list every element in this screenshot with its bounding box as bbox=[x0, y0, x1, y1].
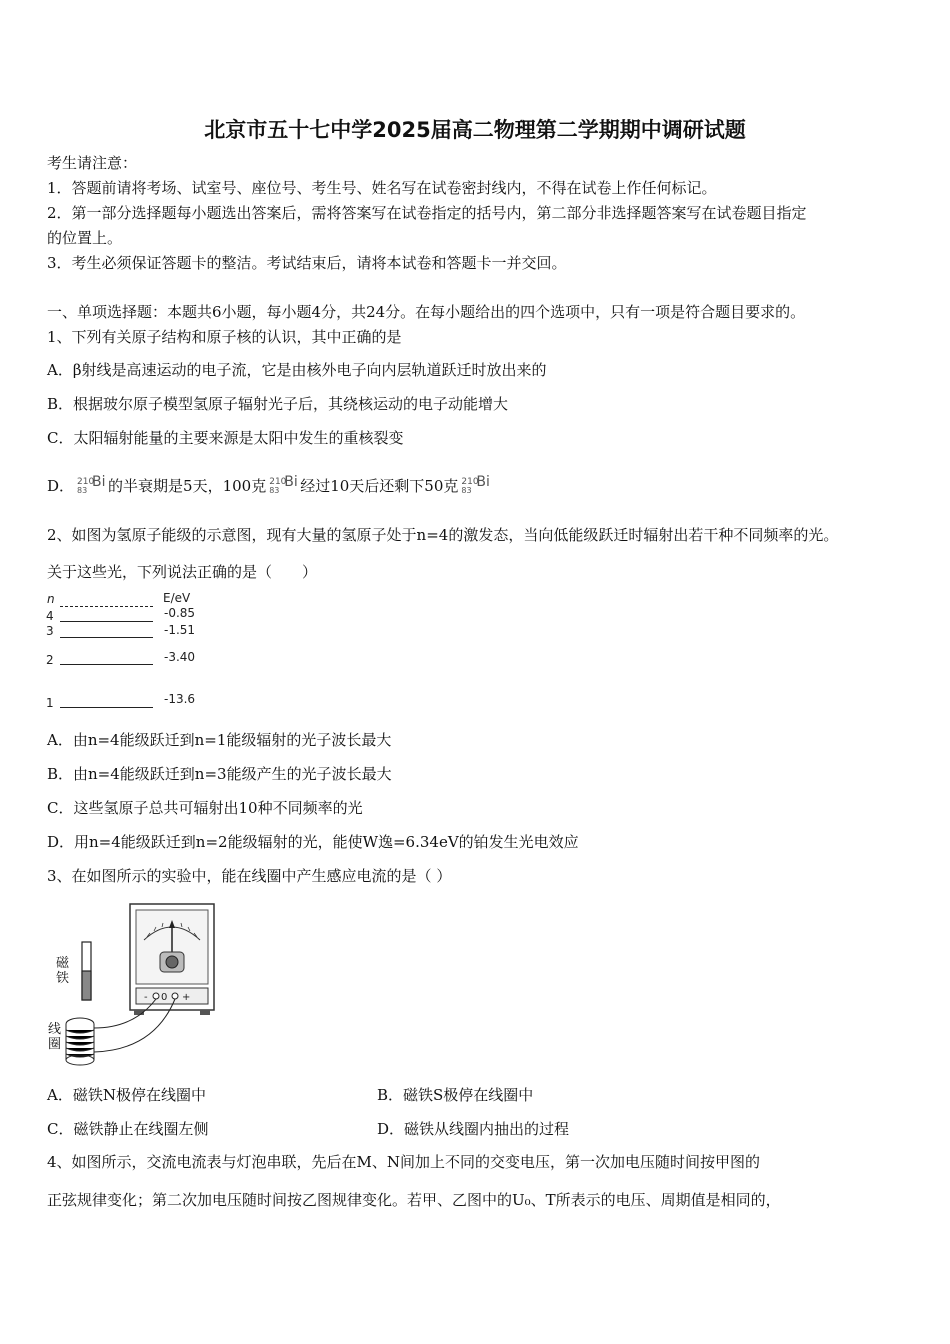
energy-level-line bbox=[60, 707, 153, 708]
iso-atomic: 83 bbox=[461, 486, 472, 495]
iso-mass: 210 bbox=[461, 477, 479, 487]
notice-item-2-cont: 的位置上。 bbox=[47, 229, 123, 247]
energy-value: -0.85 bbox=[164, 606, 196, 620]
iso-symbol: Bi bbox=[92, 474, 106, 490]
q2-option-c: C．这些氢原子总共可辐射出10种不同频率的光 bbox=[47, 799, 363, 817]
coil-label: 线圈 bbox=[48, 1022, 62, 1052]
iso-symbol: Bi bbox=[476, 474, 490, 490]
energy-value: -1.51 bbox=[164, 623, 196, 637]
q3-option-d: D．磁铁从线圈内抽出的过程 bbox=[377, 1120, 570, 1138]
q2-stem: 2、如图为氢原子能级的示意图，现有大量的氢原子处于n=4的激发态，当向低能级跃迁时辐射出若干种不同频率的光。 bbox=[47, 526, 839, 544]
q3-option-a: A．磁铁N极停在线圈中 bbox=[47, 1086, 206, 1104]
terminal-plus: + bbox=[182, 992, 191, 1003]
q3-stem: 3、在如图所示的实验中，能在线圈中产生感应电流的是（ ） bbox=[47, 867, 452, 885]
level-number: 1 bbox=[46, 696, 54, 710]
iso-symbol: Bi bbox=[284, 474, 298, 490]
n-axis-label: n bbox=[47, 592, 55, 606]
energy-level-line bbox=[60, 637, 153, 638]
q1-option-c: C．太阳辐射能量的主要来源是太阳中发生的重核裂变 bbox=[47, 429, 404, 447]
q1-option-a: A．β射线是高速运动的电子流，它是由核外电子向内层轨道跃迁时放出来的 bbox=[47, 361, 547, 379]
bi210-isotope bbox=[266, 476, 300, 496]
galvanometer-figure bbox=[44, 900, 234, 1070]
q1-stem: 1、下列有关原子结构和原子核的认识，其中正确的是 bbox=[47, 328, 402, 346]
section-heading: 一、单项选择题：本题共6小题，每小题4分，共24分。在每小题给出的四个选项中，只有一项是符合题目要求的。 bbox=[47, 303, 806, 321]
notice-item-3: 3．考生必须保证答题卡的整洁。考试结束后，请将本试卷和答题卡一并交回。 bbox=[47, 254, 567, 272]
q4-stem-line-2: 正弦规律变化；第二次加电压随时间按乙图规律变化。若甲、乙图中的U₀、T所表示的电压、周期值是相同的， bbox=[47, 1191, 781, 1209]
q1-option-b: B．根据玻尔原子模型氢原子辐射光子后，其绕核运动的电子动能增大 bbox=[47, 395, 509, 413]
galvanometer-drawing bbox=[44, 900, 234, 1070]
page-title: 北京市五十七中学2025届高二物理第二学期期中调研试题 bbox=[204, 118, 746, 142]
q2-stem-2: 关于这些光，下列说法正确的是（ ） bbox=[47, 563, 318, 581]
terminal-minus: - bbox=[144, 992, 148, 1003]
energy-level-line bbox=[60, 621, 153, 622]
q3-option-b: B．磁铁S极停在线圈中 bbox=[377, 1086, 534, 1104]
notice-heading: 考生请注意： bbox=[47, 154, 138, 172]
q2-option-d: D．用n=4能级跃迁到n=2能级辐射的光，能使W逸=6.34eV的铂发生光电效应 bbox=[47, 833, 579, 851]
bi210-isotope bbox=[74, 476, 108, 496]
q1-option-d bbox=[47, 476, 492, 496]
q1-d-part1: 的半衰期是5天，100克 bbox=[108, 477, 267, 495]
iso-mass: 210 bbox=[269, 477, 287, 487]
level-number: 3 bbox=[46, 624, 54, 638]
iso-atomic: 83 bbox=[77, 486, 88, 495]
bi210-isotope bbox=[458, 476, 492, 496]
energy-value: -13.6 bbox=[164, 692, 196, 706]
magnet-label: 磁铁 bbox=[56, 956, 70, 986]
energy-axis-label: E/eV bbox=[163, 591, 191, 605]
level-number: 4 bbox=[46, 609, 54, 623]
q1-d-part2: 经过10天后还剩下50克 bbox=[300, 477, 459, 495]
q4-stem-line-1: 4、如图所示，交流电流表与灯泡串联，先后在M、N间加上不同的交变电压，第一次加电压随时间按甲图的 bbox=[47, 1153, 761, 1171]
notice-item-1: 1．答题前请将考场、试室号、座位号、考生号、姓名写在试卷密封线内，不得在试卷上作任何标记。 bbox=[47, 179, 717, 197]
iso-mass: 210 bbox=[77, 477, 95, 487]
q2-option-a: A．由n=4能级跃迁到n=1能级辐射的光子波长最大 bbox=[47, 731, 392, 749]
iso-atomic: 83 bbox=[269, 486, 280, 495]
terminal-zero: 0 bbox=[161, 992, 168, 1003]
energy-value: -3.40 bbox=[164, 650, 196, 664]
energy-level-line bbox=[60, 664, 153, 665]
level-number: 2 bbox=[46, 653, 54, 667]
q1-d-prefix: D． bbox=[47, 477, 75, 495]
q2-option-b: B．由n=4能级跃迁到n=3能级产生的光子波长最大 bbox=[47, 765, 392, 783]
energy-level-line bbox=[60, 606, 153, 607]
q3-option-c: C．磁铁静止在线圈左侧 bbox=[47, 1120, 209, 1138]
notice-item-2: 2．第一部分选择题每小题选出答案后，需将答案写在试卷指定的括号内，第二部分非选择题答案写在试卷题目指定 bbox=[47, 204, 807, 222]
